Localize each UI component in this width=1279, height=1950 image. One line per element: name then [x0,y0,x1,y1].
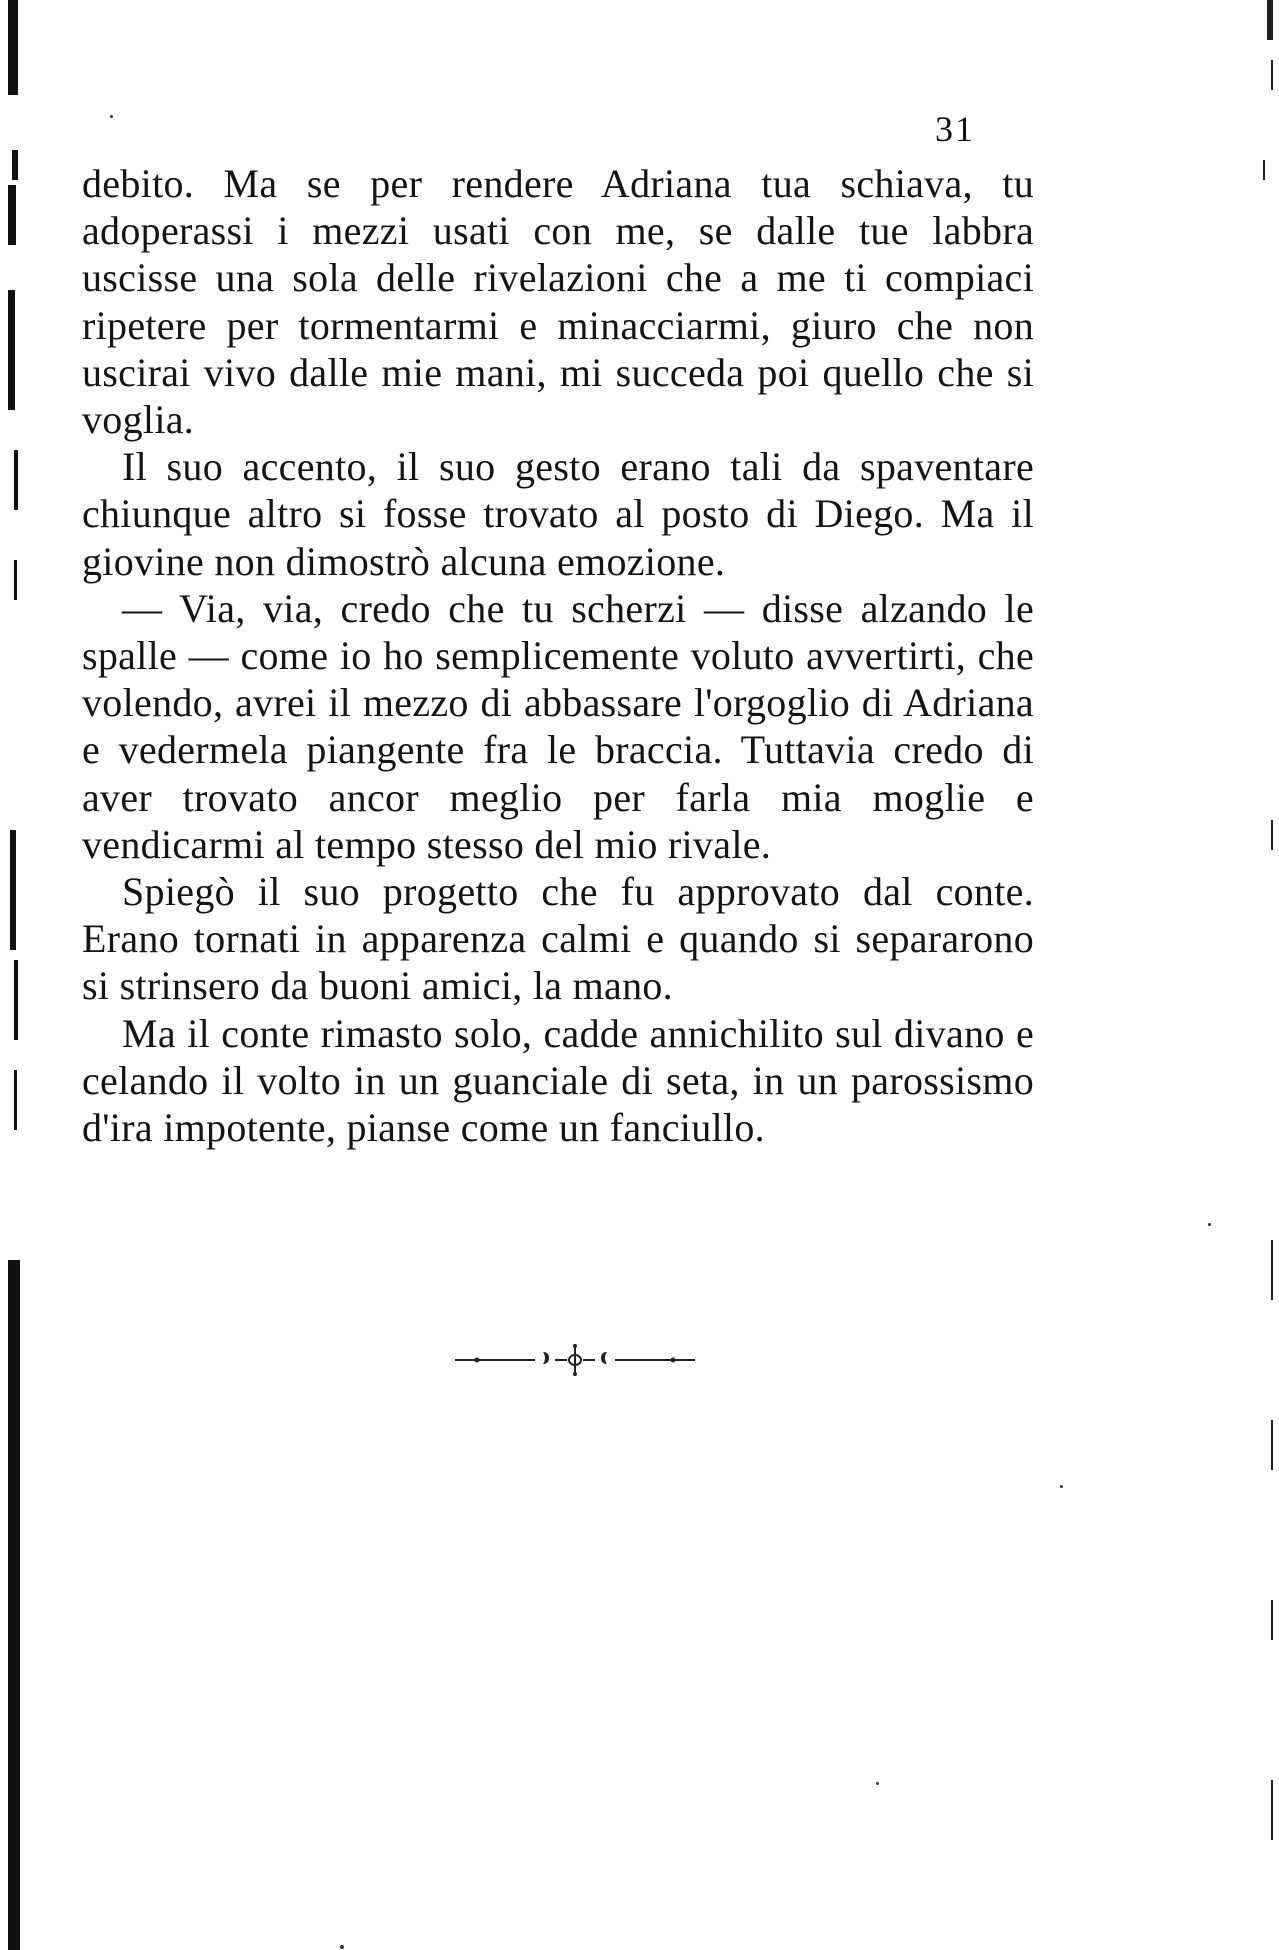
paragraph: debito. Ma se per rendere Adriana tua schiava, tu adoperassi i mezzi usati con me, se dalle tue labbra uscisse una sola delle rivelazioni che a me ti compiaci ripetere per tormentarmi e minacciarmi, giuro che non uscirai vivo dalle mie mani, mi succeda poi quello che si voglia. [82,161,1034,443]
scan-edge-left [0,0,40,1950]
decorative-fleuron-icon [455,1340,695,1380]
scan-speck [110,115,113,118]
paragraph: Il suo accento, il suo gesto erano tali da spaventare chiunque altro si fosse trovato al posto di Diego. Ma il giovine non dimostrò alcuna emozione. [82,444,1034,584]
body-text [82,160,1034,1151]
paragraph: Ma il conte rimasto solo, cadde annichilito sul divano e celando il volto in un guanciale di seta, in un parossismo d'ira impotente, pianse come un fanciullo. [82,1010,1034,1151]
scan-speck [1060,1485,1063,1488]
scan-speck [1208,1223,1211,1226]
scan-speck [876,1782,879,1785]
paragraph: Spiegò il suo progetto che fu approvato dal conte. Erano tornati in apparenza calmi e quando si separarono si strinsero da buoni amici, la mano. [82,869,1034,1009]
paragraph: — Via, via, credo che tu scherzi — disse alzando le spalle — come io ho semplicemente voluto avvertirti, che volendo, avrei il mezzo di abbassare l'orgoglio di Adriana e vedermela piangente fra le braccia. Tuttavia credo di aver trovato ancor meglio per farla mia moglie e vendicarmi al tempo stesso del mio rivale. [82,585,1034,867]
scan-speck [340,1945,344,1949]
scan-edge-right [1239,0,1279,1950]
page-number: 31 [935,109,975,149]
